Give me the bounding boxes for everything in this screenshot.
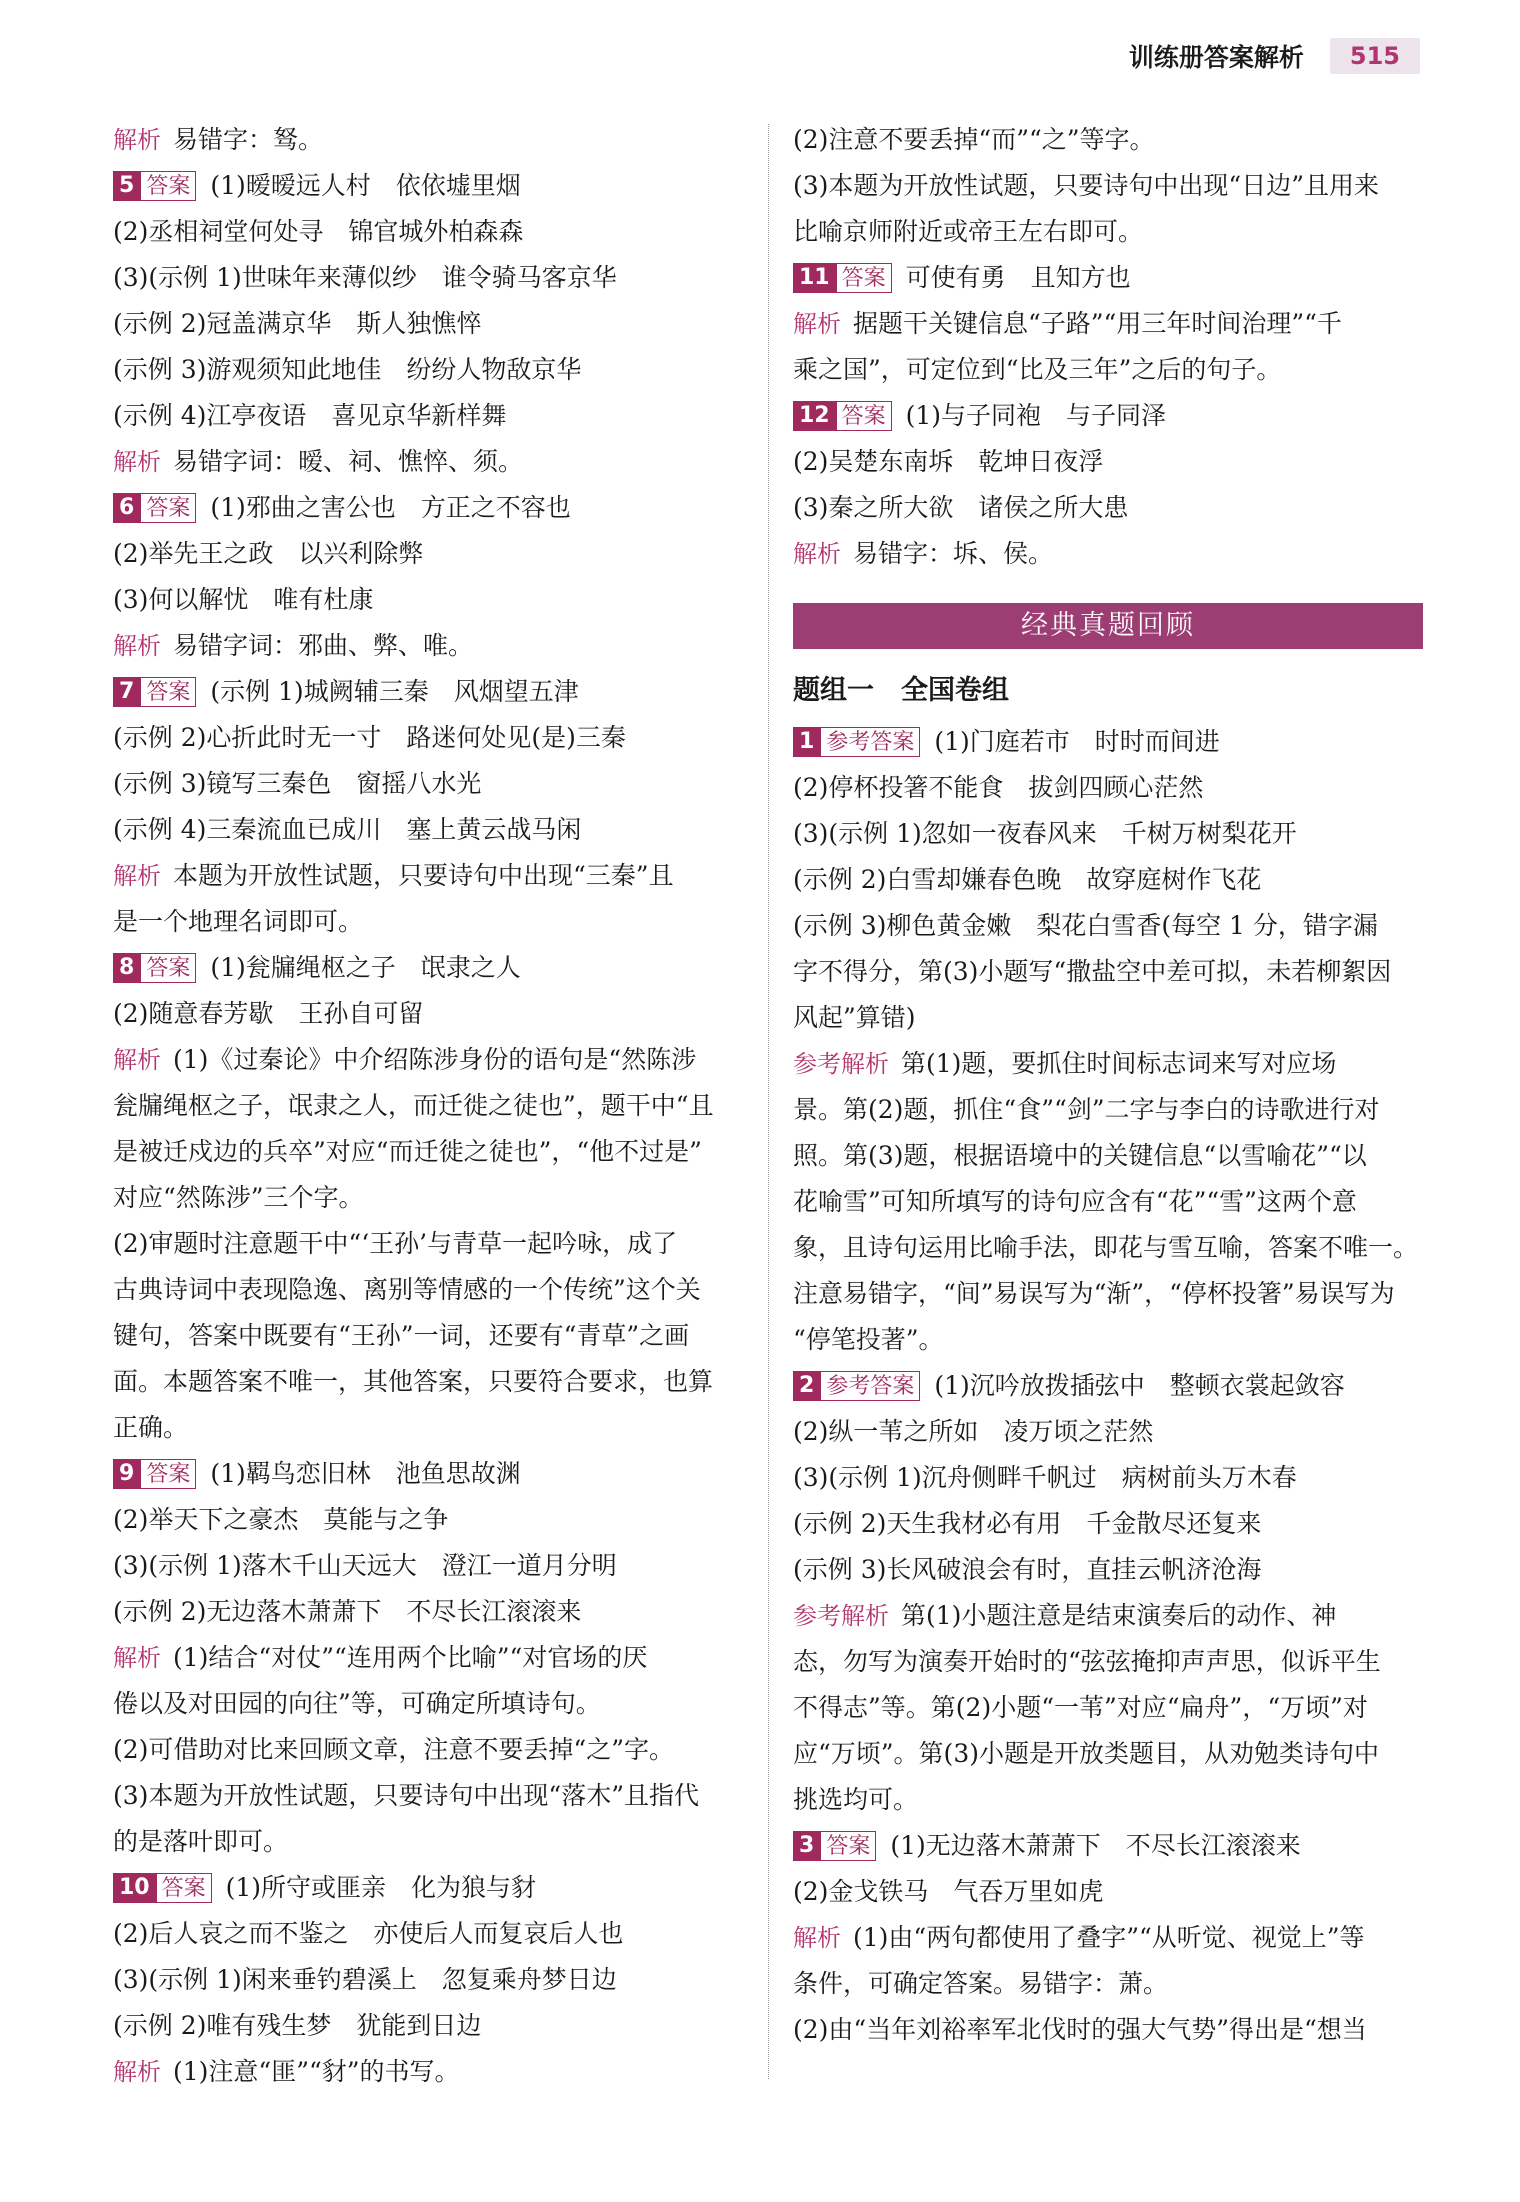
line-text: (2)停杯投箸不能食 拔剑四顾心茫然 <box>793 773 1204 802</box>
analysis-label: 参考解析 <box>793 1602 889 1630</box>
text-line <box>793 1685 1423 1731</box>
analysis-label: 解析 <box>793 540 841 568</box>
text-line <box>793 209 1423 255</box>
line-text: (2)举先王之政 以兴利除弊 <box>113 539 424 568</box>
line-text: 态，勿写为演奏开始时的“弦弦掩抑声声思，似诉平生 <box>793 1647 1381 1676</box>
analysis-line <box>113 117 745 163</box>
answer-tag <box>113 677 196 707</box>
line-text: 本题为开放性试题，只要诗句中出现“三秦”且 <box>173 861 674 890</box>
question-number: 1 <box>793 727 820 757</box>
text-line <box>793 1409 1423 1455</box>
answer-label: 答案 <box>140 1459 196 1489</box>
line-text: 风起”算错) <box>793 1003 916 1032</box>
line-text: 乘之国”，可定位到“比及三年”之后的句子。 <box>793 355 1282 384</box>
line-text: 据题干关键信息“子路”“用三年时间治理”“千 <box>853 309 1342 338</box>
text-line <box>793 1455 1423 1501</box>
line-text: (1)所守或匪亲 化为狼与豺 <box>225 1873 537 1902</box>
text-line <box>793 1547 1423 1593</box>
text-line <box>793 1777 1423 1823</box>
analysis-line <box>793 1915 1423 1961</box>
analysis-label: 解析 <box>113 448 161 476</box>
answer-line <box>793 719 1423 765</box>
header-title: 训练册答案解析 <box>1128 43 1304 72</box>
right-bottom-lines <box>793 719 1423 2053</box>
answer-label: 答案 <box>836 263 892 293</box>
text-line <box>793 765 1423 811</box>
answer-tag <box>793 263 892 293</box>
text-line <box>793 1271 1423 1317</box>
line-text: 注意易错字，“间”易误写为“渐”，“停杯投箸”易误写为 <box>793 1279 1395 1308</box>
text-line <box>113 1175 745 1221</box>
text-line <box>113 715 745 761</box>
answer-line <box>793 393 1423 439</box>
line-text: 应“万顷”。第(3)小题是开放类题目，从劝勉类诗句中 <box>793 1739 1379 1768</box>
right-column <box>793 117 1423 2053</box>
line-text: 条件，可确定答案。易错字：萧。 <box>793 1969 1169 1998</box>
line-text: 面。本题答案不唯一，其他答案，只要符合要求，也算 <box>113 1367 714 1396</box>
answer-tag <box>113 493 196 523</box>
line-text: (1)《过秦论》中介绍陈涉身份的语句是“然陈涉 <box>173 1045 697 1074</box>
text-line <box>113 531 745 577</box>
answer-line <box>793 1363 1423 1409</box>
text-line <box>113 255 745 301</box>
line-text: (3)(示例 1)闲来垂钓碧溪上 忽复乘舟梦日边 <box>113 1965 617 1994</box>
question-number: 6 <box>113 493 140 523</box>
text-line <box>113 1221 745 1267</box>
text-line <box>793 2007 1423 2053</box>
line-text: (1)羁鸟恋旧林 池鱼思故渊 <box>210 1459 521 1488</box>
answer-label: 参考答案 <box>820 1371 920 1401</box>
text-line <box>113 1773 745 1819</box>
analysis-label: 解析 <box>113 2058 161 2086</box>
line-text: (示例 3)柳色黄金嫩 梨花白雪香(每空 1 分，错字漏 <box>793 911 1378 940</box>
line-text: 的是落叶即可。 <box>113 1827 289 1856</box>
line-text: 挑选均可。 <box>793 1785 919 1814</box>
text-line <box>793 347 1423 393</box>
line-text: 不得志”等。第(2)小题“一苇”对应“扁舟”，“万顷”对 <box>793 1693 1368 1722</box>
answer-tag <box>793 1371 920 1401</box>
line-text: (2)纵一苇之所如 凌万顷之茫然 <box>793 1417 1154 1446</box>
analysis-line <box>113 2049 745 2095</box>
column-divider <box>768 124 769 2079</box>
question-number: 10 <box>113 1873 156 1903</box>
line-text: (3)秦之所大欲 诸侯之所大患 <box>793 493 1129 522</box>
line-text: (示例 3)游观须知此地佳 纷纷人物敌京华 <box>113 355 582 384</box>
analysis-line <box>113 853 745 899</box>
text-line <box>793 1639 1423 1685</box>
analysis-label: 解析 <box>113 1644 161 1672</box>
analysis-label: 参考解析 <box>793 1050 889 1078</box>
answer-label: 答案 <box>140 677 196 707</box>
answer-tag <box>113 171 196 201</box>
line-text: (示例 1)城阙辅三秦 风烟望五津 <box>210 677 579 706</box>
page-header <box>1129 38 1420 74</box>
text-line <box>113 1405 745 1451</box>
line-text: 字不得分，第(3)小题写“撒盐空中差可拟，未若柳絮因 <box>793 957 1392 986</box>
text-line <box>113 1359 745 1405</box>
question-number: 11 <box>793 263 836 293</box>
left-column <box>113 117 745 2095</box>
line-text: 对应“然陈涉”三个字。 <box>113 1183 364 1212</box>
line-text: (2)丞相祠堂何处寻 锦官城外柏森森 <box>113 217 524 246</box>
line-text: (2)后人哀之而不鉴之 亦使后人而复哀后人也 <box>113 1919 624 1948</box>
line-text: 易错字词：暧、祠、憔悴、须。 <box>173 447 524 476</box>
right-top-lines <box>793 117 1423 577</box>
line-text: 倦以及对田园的向往”等，可确定所填诗句。 <box>113 1689 601 1718</box>
line-text: (1)由“两句都使用了叠字”“从听觉、视觉上”等 <box>853 1923 1365 1952</box>
analysis-label: 解析 <box>113 1046 161 1074</box>
answer-line <box>113 669 745 715</box>
analysis-label: 解析 <box>793 310 841 338</box>
line-text: (1)与子同袍 与子同泽 <box>905 401 1167 430</box>
line-text: 瓮牖绳枢之子，氓隶之人，而迁徙之徒也”，题干中“且 <box>113 1091 714 1120</box>
question-number: 12 <box>793 401 836 431</box>
text-line <box>113 1543 745 1589</box>
text-line <box>113 1911 745 1957</box>
line-text: (2)举天下之豪杰 莫能与之争 <box>113 1505 449 1534</box>
text-line <box>793 995 1423 1041</box>
section-banner: 经典真题回顾 <box>793 603 1423 649</box>
line-text: (3)(示例 1)落木千山天远大 澄江一道月分明 <box>113 1551 617 1580</box>
line-text: (示例 2)天生我材必有用 千金散尽还复来 <box>793 1509 1262 1538</box>
line-text: 易错字词：邪曲、弊、唯。 <box>173 631 474 660</box>
line-text: 易错字：坼、侯。 <box>853 539 1054 568</box>
text-line <box>793 857 1423 903</box>
line-text: (示例 3)长风破浪会有时，直挂云帆济沧海 <box>793 1555 1262 1584</box>
line-text: (示例 2)白雪却嫌春色晚 故穿庭树作飞花 <box>793 865 1262 894</box>
line-text: 是被迁戍边的兵卒”对应“而迁徙之徒也”，“他不过是” <box>113 1137 702 1166</box>
line-text: 比喻京师附近或帝王左右即可。 <box>793 217 1144 246</box>
analysis-line <box>113 439 745 485</box>
text-line <box>793 903 1423 949</box>
line-text: (1)瓮牖绳枢之子 氓隶之人 <box>210 953 521 982</box>
analysis-label: 解析 <box>113 126 161 154</box>
line-text: (1)门庭若市 时时而间进 <box>934 727 1220 756</box>
question-number: 9 <box>113 1459 140 1489</box>
line-text: 象，且诗句运用比喻手法，即花与雪互喻，答案不唯一。 <box>793 1233 1419 1262</box>
answer-line <box>793 255 1423 301</box>
line-text: (2)随意春芳歇 王孙自可留 <box>113 999 424 1028</box>
text-line <box>113 1589 745 1635</box>
left-lines <box>113 117 745 2095</box>
answer-label: 答案 <box>140 953 196 983</box>
text-line <box>113 1313 745 1359</box>
text-line <box>793 439 1423 485</box>
line-text: (2)注意不要丢掉“而”“之”等字。 <box>793 125 1155 154</box>
line-text: (3)本题为开放性试题，只要诗句中出现“落木”且指代 <box>113 1781 699 1810</box>
answer-label: 参考答案 <box>820 727 920 757</box>
text-line <box>793 117 1423 163</box>
analysis-label: 解析 <box>793 1924 841 1952</box>
answer-label: 答案 <box>820 1831 876 1861</box>
analysis-line <box>113 623 745 669</box>
text-line <box>793 1317 1423 1363</box>
text-line <box>793 1225 1423 1271</box>
answer-tag <box>793 401 892 431</box>
text-line <box>793 1731 1423 1777</box>
text-line <box>793 1961 1423 2007</box>
question-number: 7 <box>113 677 140 707</box>
answer-line <box>113 163 745 209</box>
line-text: (示例 2)无边落木萧萧下 不尽长江滚滚来 <box>113 1597 582 1626</box>
text-line <box>793 811 1423 857</box>
line-text: (示例 2)冠盖满京华 斯人独憔悴 <box>113 309 482 338</box>
text-line <box>793 163 1423 209</box>
answer-tag <box>113 1459 196 1489</box>
text-line <box>793 1133 1423 1179</box>
line-text: (示例 3)镜写三秦色 窗摇八水光 <box>113 769 482 798</box>
text-line <box>113 1497 745 1543</box>
analysis-label: 解析 <box>113 862 161 890</box>
answer-line <box>793 1823 1423 1869</box>
line-text: (1)邪曲之害公也 方正之不容也 <box>210 493 571 522</box>
line-text: (1)暧暧远人村 依依墟里烟 <box>210 171 521 200</box>
text-line <box>113 301 745 347</box>
line-text: 花喻雪”可知所填写的诗句应含有“花”“雪”这两个意 <box>793 1187 1357 1216</box>
text-line <box>113 1083 745 1129</box>
answer-label: 答案 <box>156 1873 212 1903</box>
line-text: 易错字：驽。 <box>173 125 324 154</box>
answer-line <box>113 1865 745 1911</box>
analysis-label: 解析 <box>113 632 161 660</box>
line-text: (1)结合“对仗”“连用两个比喻”“对官场的厌 <box>173 1643 648 1672</box>
question-number: 3 <box>793 1831 820 1861</box>
line-text: (2)可借助对比来回顾文章，注意不要丢掉“之”字。 <box>113 1735 674 1764</box>
text-line <box>113 209 745 255</box>
line-text: 第(1)题，要抓住时间标志词来写对应场 <box>901 1049 1337 1078</box>
answer-line <box>113 1451 745 1497</box>
analysis-line <box>113 1037 745 1083</box>
line-text: (2)吴楚东南坼 乾坤日夜浮 <box>793 447 1104 476</box>
line-text: 正确。 <box>113 1413 189 1442</box>
answer-tag <box>793 1831 876 1861</box>
line-text: 第(1)小题注意是结束演奏后的动作、神 <box>901 1601 1337 1630</box>
line-text: (示例 4)三秦流血已成川 塞上黄云战马闲 <box>113 815 582 844</box>
line-text: (3)(示例 1)沉舟侧畔千帆过 病树前头万木春 <box>793 1463 1297 1492</box>
text-line <box>113 1681 745 1727</box>
line-text: (3)本题为开放性试题，只要诗句中出现“日边”且用来 <box>793 171 1379 200</box>
line-text: 照。第(3)题，根据语境中的关键信息“以雪喻花”“以 <box>793 1141 1367 1170</box>
text-line <box>113 2003 745 2049</box>
text-line <box>793 1087 1423 1133</box>
analysis-line <box>113 1635 745 1681</box>
text-line <box>793 1179 1423 1225</box>
page-number: 515 <box>1330 38 1420 74</box>
line-text: (1)沉吟放拨插弦中 整顿衣裳起敛容 <box>934 1371 1345 1400</box>
analysis-line <box>793 1041 1423 1087</box>
line-text: (3)何以解忧 唯有杜康 <box>113 585 374 614</box>
analysis-line <box>793 301 1423 347</box>
question-number: 8 <box>113 953 140 983</box>
analysis-line <box>793 531 1423 577</box>
text-line <box>113 1727 745 1773</box>
group-title: 题组一 全国卷组 <box>793 675 1009 706</box>
answer-tag <box>793 727 920 757</box>
line-text: (1)注意“匪”“豺”的书写。 <box>173 2057 460 2086</box>
line-text: (示例 2)唯有残生梦 犹能到日边 <box>113 2011 482 2040</box>
line-text: (2)金戈铁马 气吞万里如虎 <box>793 1877 1104 1906</box>
line-text: (示例 4)江亭夜语 喜见京华新样舞 <box>113 401 507 430</box>
text-line <box>113 1129 745 1175</box>
answer-label: 答案 <box>836 401 892 431</box>
answer-label: 答案 <box>140 171 196 201</box>
text-line <box>113 577 745 623</box>
answer-tag <box>113 1873 212 1903</box>
answer-line <box>113 485 745 531</box>
text-line <box>793 1501 1423 1547</box>
text-line <box>793 485 1423 531</box>
text-line <box>113 1267 745 1313</box>
line-text: 键句，答案中既要有“王孙”一词，还要有“青草”之画 <box>113 1321 690 1350</box>
text-line <box>113 899 745 945</box>
text-line <box>113 991 745 1037</box>
text-line <box>793 1869 1423 1915</box>
text-line <box>113 807 745 853</box>
text-line <box>113 761 745 807</box>
question-number: 2 <box>793 1371 820 1401</box>
line-text: (示例 2)心折此时无一寸 路迷何处见(是)三秦 <box>113 723 626 752</box>
line-text: (1)无边落木萧萧下 不尽长江滚滚来 <box>890 1831 1301 1860</box>
answer-line <box>113 945 745 991</box>
line-text: 古典诗词中表现隐逸、离别等情感的一个传统”这个关 <box>113 1275 701 1304</box>
answer-label: 答案 <box>140 493 196 523</box>
line-text: (3)(示例 1)忽如一夜春风来 千树万树梨花开 <box>793 819 1297 848</box>
line-text: 是一个地理名词即可。 <box>113 907 364 936</box>
line-text: (3)(示例 1)世味年来薄似纱 谁令骑马客京华 <box>113 263 617 292</box>
line-text: (2)审题时注意题干中“‘王孙’与青草一起吟咏，成了 <box>113 1229 678 1258</box>
line-text: (2)由“当年刘裕率军北伐时的强大气势”得出是“想当 <box>793 2015 1367 2044</box>
line-text: 景。第(2)题，抓住“食”“剑”二字与李白的诗歌进行对 <box>793 1095 1380 1124</box>
text-line <box>113 347 745 393</box>
text-line <box>113 1957 745 2003</box>
answer-tag <box>113 953 196 983</box>
line-text: 可使有勇 且知方也 <box>905 263 1131 292</box>
text-line <box>793 949 1423 995</box>
analysis-line <box>793 1593 1423 1639</box>
line-text: “停笔投著”。 <box>793 1325 944 1354</box>
text-line <box>113 393 745 439</box>
text-line <box>113 1819 745 1865</box>
question-number: 5 <box>113 171 140 201</box>
